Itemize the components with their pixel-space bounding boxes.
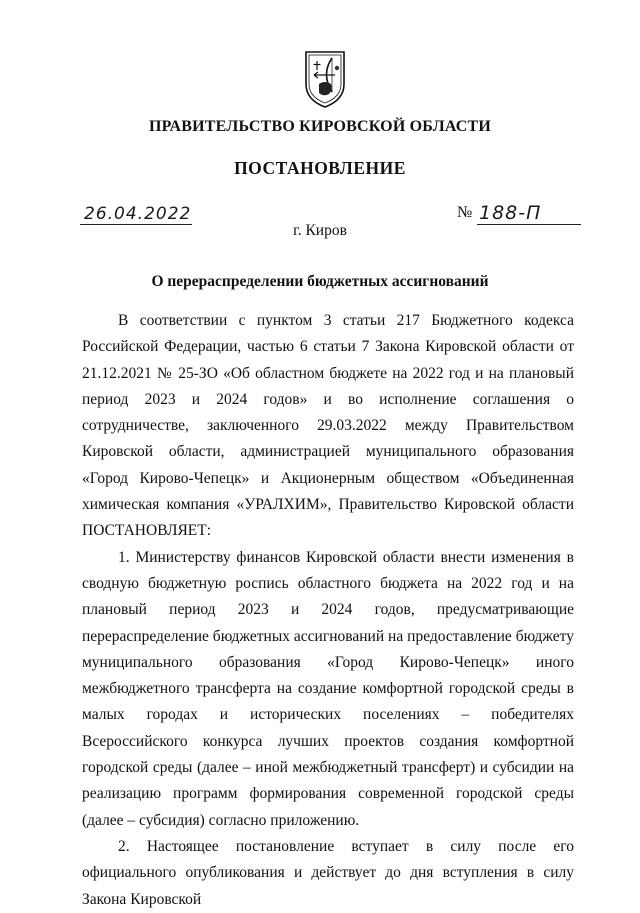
document-type: ПОСТАНОВЛЕНИЕ	[234, 158, 406, 178]
document-number: 188-П	[479, 202, 542, 224]
paragraph-preamble: В соответствии с пунктом 3 статьи 217 Бюджетного кодекса Российской Федерации, частью 6 статьи 7 Закона Кировской области от 21.12.2021 № 25-ЗО «Об областном бюджете на 2022 год и на плановый период 2023 и 2024 годов» и во исполнение соглашения о сотрудничестве, заключенного 29.03.2022 между Правительством Кировской области, администрацией муниципального образования «Город Кирово-Чепецк» и Акционерным обществом «Объединенная химическая компания «УРАЛХИМ», Правительство Кировской области ПОСТАНОВЛЯЕТ:	[82, 312, 574, 540]
organization-name: ПРАВИТЕЛЬСТВО КИРОВСКОЙ ОБЛАСТИ	[148, 118, 492, 135]
document-title: О перераспределении бюджетных ассигнований	[151, 273, 489, 290]
document-city: г. Киров	[293, 222, 347, 239]
document-date: 26.04.2022	[84, 204, 192, 224]
paragraph-item-2: 2. Настоящее постановление вступает в силу после его официального опубликования и действует до дня вступления в силу Закона Кировской	[82, 837, 574, 908]
document-body	[82, 308, 574, 913]
number-label: №	[457, 204, 473, 221]
coat-of-arms-icon	[301, 48, 349, 110]
paragraph-item-1: 1. Министерству финансов Кировской области внести изменения в сводную бюджетную роспись областного бюджета на 2022 год и на плановый период 2023 и 2024 годов, предусматривающие перераспределение бюджетных ассигнований на предоставление бюджету муниципального образования «Город Кирово-Чепецк» иного межбюджетного трансферта на создание комфортной городской среды в малых городах и исторических поселениях – победителях Всероссийского конкурса лучших проектов создания комфортной городской среды (далее – иной межбюджетный трансферт) и субсидии на реализацию программ формирования современной городской среды (далее – субсидия) согласно приложению.	[82, 548, 574, 829]
